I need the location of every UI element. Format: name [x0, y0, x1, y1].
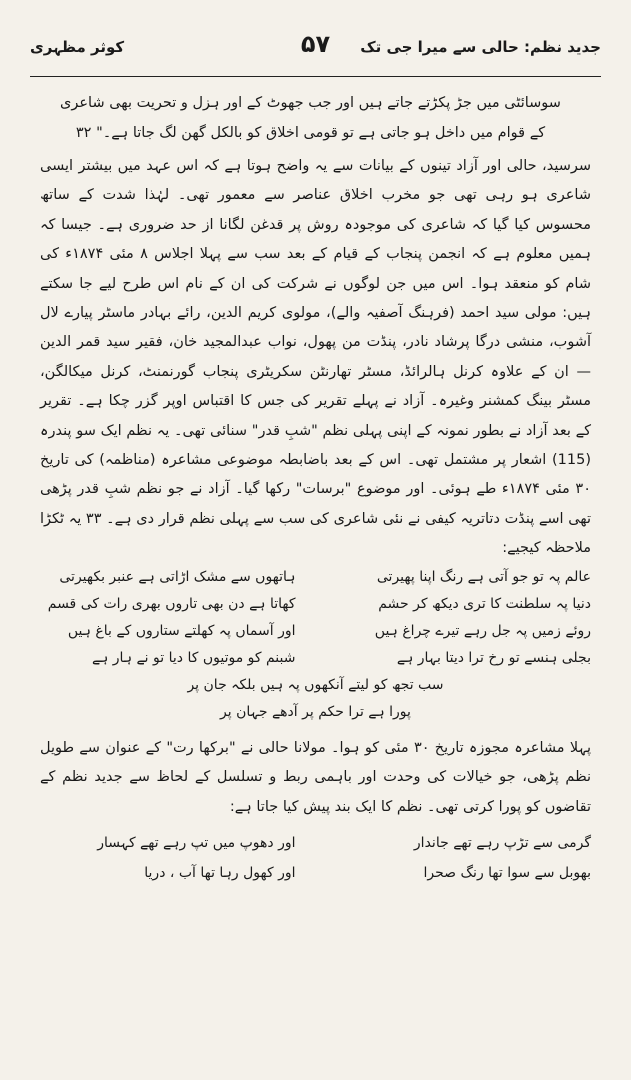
main-paragraph: سرسید، حالی اور آزاد تینوں کے بیانات سے یہ واضح ہوتا ہے کہ اس عہد میں بیشتر ایسی شاعری ہو رہی تھی جو مخرب اخلاق عناصر سے معمور تھی۔ لہٰذا شدت کے ساتھ محسوس کیا گیا کہ شاعری کی موجودہ روش پر قدغن لگانا از حد ضروری ہے۔ جیسا کہ ہمیں معلوم ہے کہ انجمن پنجاب کے قیام کے بعد سب سے پہلا اجلاس ۸ مئی ۱۸۷۴ء کی شام کو منعقد ہوا۔ اس میں جن لوگوں نے شرکت کی ان کے نام اس طرح لیے جا سکتے ہیں: مولی سید احمد (فرہنگ آصفیہ والے)، مولوی کریم الدین، رائے بہادر ماسٹر پیارے لال آشوب، منشی درگا پرشاد نادر، پنڈت من پھول، نواب عبدالمجید خان، فقیر سید قمر الدین — ان کے علاوہ کرنل ہالرائڈ، مسٹر تھارنٹن سکریٹری پنجاب گورنمنٹ، کرنل میکالگن، مسٹر بینگ کمشنر وغیرہ۔ آزاد نے پہلے تقریر کی جس کا اقتباس اوپر گزر چکا ہے۔ تقریر کے بعد آزاد نے بطور نمونہ کے اپنی پہلی نظم "شبِ قدر" سنائی تھی۔ یہ نظم ایک سو پندرہ (115) اشعار پر مشتمل تھی۔ اس کے بعد باضابطہ موضوعی مشاعرہ (مناظمہ) کی تاریخ ۳۰ مئی ۱۸۷۴ء طے ہوئی۔ اور موضوع "برسات" رکھا گیا۔ آزاد نے جو نظم شبِ قدر پڑھی تھی اسے پنڈت دتاتریہ کیفی نے نئی شاعری کی سب سے پہلی نظم قرار دی ہے۔ ۳۳ یہ ٹکڑا ملاحظہ کیجیے: — [40, 158, 592, 557]
verse-hemistich: ہاتھوں سے مشک اڑاتی ہے عنبر بکھیرتی — [59, 568, 296, 585]
verse-hemistich: اور کھول رہا تھا آب ، دریا — [144, 864, 296, 881]
header-rule — [30, 76, 601, 77]
chapter-title: جدید نظم: حالی سے میرا جی تک — [360, 38, 601, 56]
verse-couplet — [40, 672, 591, 726]
verse-hemistich: اور آسماں پہ کھلتے ستاروں کے باغ ہیں — [67, 622, 296, 639]
verse-hemistich: عالم پہ تو جو آتی ہے رنگ اپنا پھیرتی — [376, 568, 591, 585]
author-name: کوثر مظہری — [30, 38, 125, 56]
verse-hemistich: روئے زمیں پہ جل رہے تیرے چراغ ہیں — [374, 622, 591, 639]
verse-hemistich: کھاتا ہے دن بھی تاروں بھری رات کی قسم — [47, 595, 296, 612]
poem-excerpt — [40, 564, 591, 672]
second-paragraph: پہلا مشاعرہ مجوزہ تاریخ ۳۰ مئی کو ہوا۔ مولانا حالی نے "برکھا رت" کے عنوان سے طویل نظم پڑھی، جو خیالات کی وحدت اور باہمی ربط و تسلسل کے لحاظ سے جدید نظم کے تقاضوں کو پورا کرتی تھی۔ نظم کا ایک بند پیش کیا جاتا ہے: — [40, 739, 592, 815]
verse-hemistich: گرمی سے تڑپ رہے تھے جاندار — [413, 834, 591, 851]
verse-line: پورا ہے ترا حکم پر آدھے جہان پر — [220, 703, 411, 720]
page-body — [40, 88, 591, 888]
verse-hemistich: اور دھوپ میں تپ رہے تھے کہسار — [97, 834, 296, 851]
poem-stanza — [40, 828, 591, 888]
verse-line: سب تجھ کو لیتے آنکھوں پہ ہیں بلکہ جان پر — [187, 676, 444, 693]
verse-hemistich: شبنم کو موتیوں کا دیا تو نے ہار ہے — [91, 649, 296, 666]
block-quote — [58, 88, 563, 148]
verse-hemistich: بھوبل سے سوا تھا رنگ صحرا — [423, 864, 591, 881]
quote-line: سوسائٹی میں جڑ پکڑتے جاتے ہیں اور جب جھوٹ کے اور ہزل و تحریت بھی شاعری — [60, 95, 561, 111]
page-number: ۵۷ — [300, 30, 331, 58]
page-header — [30, 30, 601, 74]
verse-hemistich: دنیا پہ سلطنت کا تری دیکھ کر حشم — [378, 595, 591, 612]
verse-hemistich: بجلی ہنسے تو رخ ترا دیتا بہار ہے — [396, 649, 591, 666]
quote-line: کے قوام میں داخل ہو جاتی ہے تو قومی اخلاق کو بالکل گھن لگ جاتا ہے۔" ۳۲ — [75, 125, 546, 141]
